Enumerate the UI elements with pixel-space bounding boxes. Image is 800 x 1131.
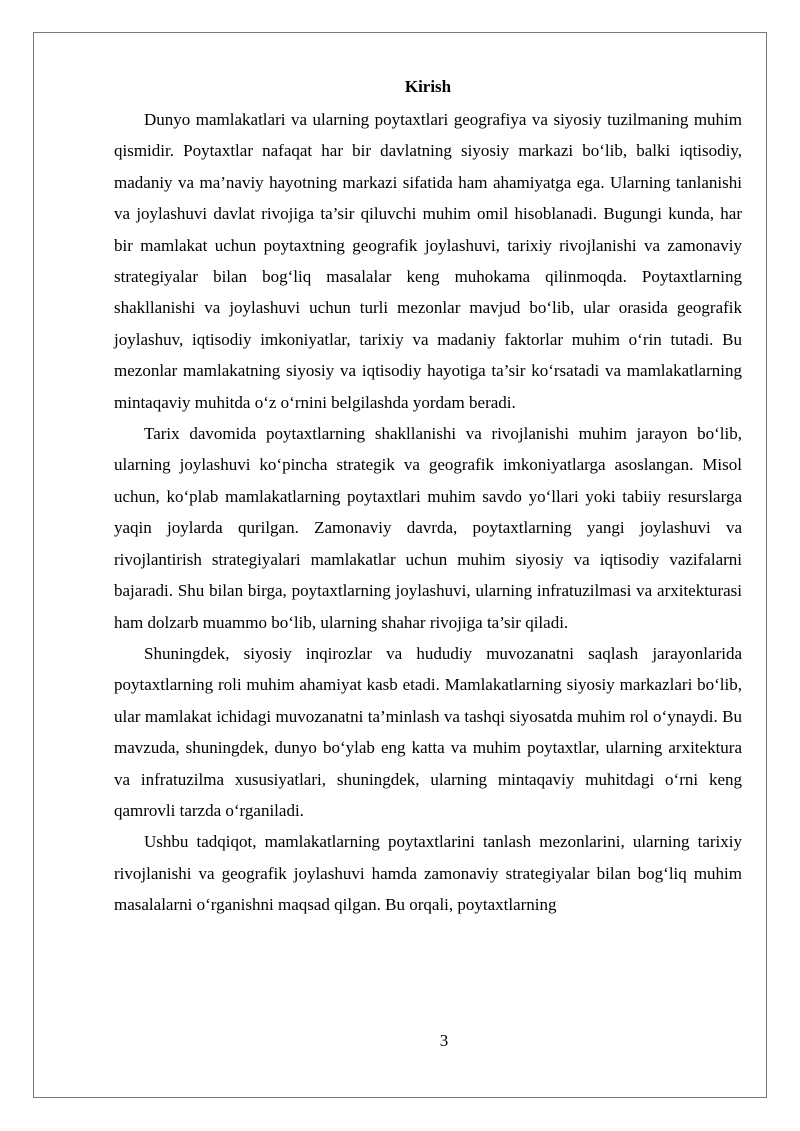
paragraph-2: Tarix davomida poytaxtlarning shakllanishi va rivojlanishi muhim jarayon bo‘lib, ularning joylashuvi ko‘pincha strategik va geografik imkoniyatlarga asoslangan. Misol uchun, ko‘plab mamlakatlarning poytaxtlari muhim savdo yo‘llari yoki tabiiy resurslarga yaqin joylarda qurilgan. Zamonaviy davrda, poytaxtlarning yangi joylashuvi va rivojlantirish strategiyalari mamlakatlar uchun muhim siyosiy va iqtisodiy vazifalarni bajaradi. Shu bilan birga, poytaxtlarning joylashuvi, ularning infratuzilmasi va arxitekturasi ham dolzarb muammo bo‘lib, ularning shahar rivojiga ta’sir qiladi. [114,424,742,632]
document-body [114,74,742,921]
section-title: Kirish [404,77,452,96]
paragraph-4: Ushbu tadqiqot, mamlakatlarning poytaxtlarini tanlash mezonlarini, ularning tarixiy rivojlanishi va geografik joylashuvi hamda zamonaviy strategiyalar bilan bog‘liq muhim masalalarni o‘rganishni maqsad qilgan. Bu orqali, poytaxtlarning [114,832,742,915]
paragraph-1: Dunyo mamlakatlari va ularning poytaxtlari geografiya va siyosiy tuzilmaning muhim qismidir. Poytaxtlar nafaqat har bir davlatning siyosiy markazi bo‘lib, balki iqtisodiy, madaniy va ma’naviy hayotning markazi sifatida ham ahamiyatga ega. Ularning tanlanishi va joylashuvi davlat rivojiga ta’sir qiluvchi muhim omil hisoblanadi. Bugungi kunda, har bir mamlakat uchun poytaxtning geografik joylashuvi, tarixiy rivojlanishi va zamonaviy strategiyalar bilan bog‘liq masalalar keng muhokama qilinmoqda. Poytaxtlarning shakllanishi va joylashuvi uchun turli mezonlar mavjud bo‘lib, ular orasida geografik joylashuv, iqtisodiy imkoniyatlar, tarixiy va madaniy faktorlar muhim o‘rin tutadi. Bu mezonlar mamlakatning siyosiy va iqtisodiy hayotiga ta’sir ko‘rsatadi va mamlakatlarning mintaqaviy muhitda o‘z o‘rnini belgilashda yordam beradi. [114,110,742,412]
paragraph-3: Shuningdek, siyosiy inqirozlar va hududiy muvozanatni saqlash jarayonlarida poytaxtlarning roli muhim ahamiyat kasb etadi. Mamlakatlarning siyosiy markazlari bo‘lib, ular mamlakat ichidagi muvozanatni ta’minlash va tashqi siyosatda muhim rol o‘ynaydi. Bu mavzuda, shuningdek, dunyo bo‘ylab eng katta va muhim poytaxtlar, ularning arxitektura va infratuzilma xususiyatlari, shuningdek, ularning mintaqaviy muhitdagi o‘rni keng qamrovli tarzda o‘rganiladi. [114,643,742,820]
page-number: 3 [439,1031,449,1050]
